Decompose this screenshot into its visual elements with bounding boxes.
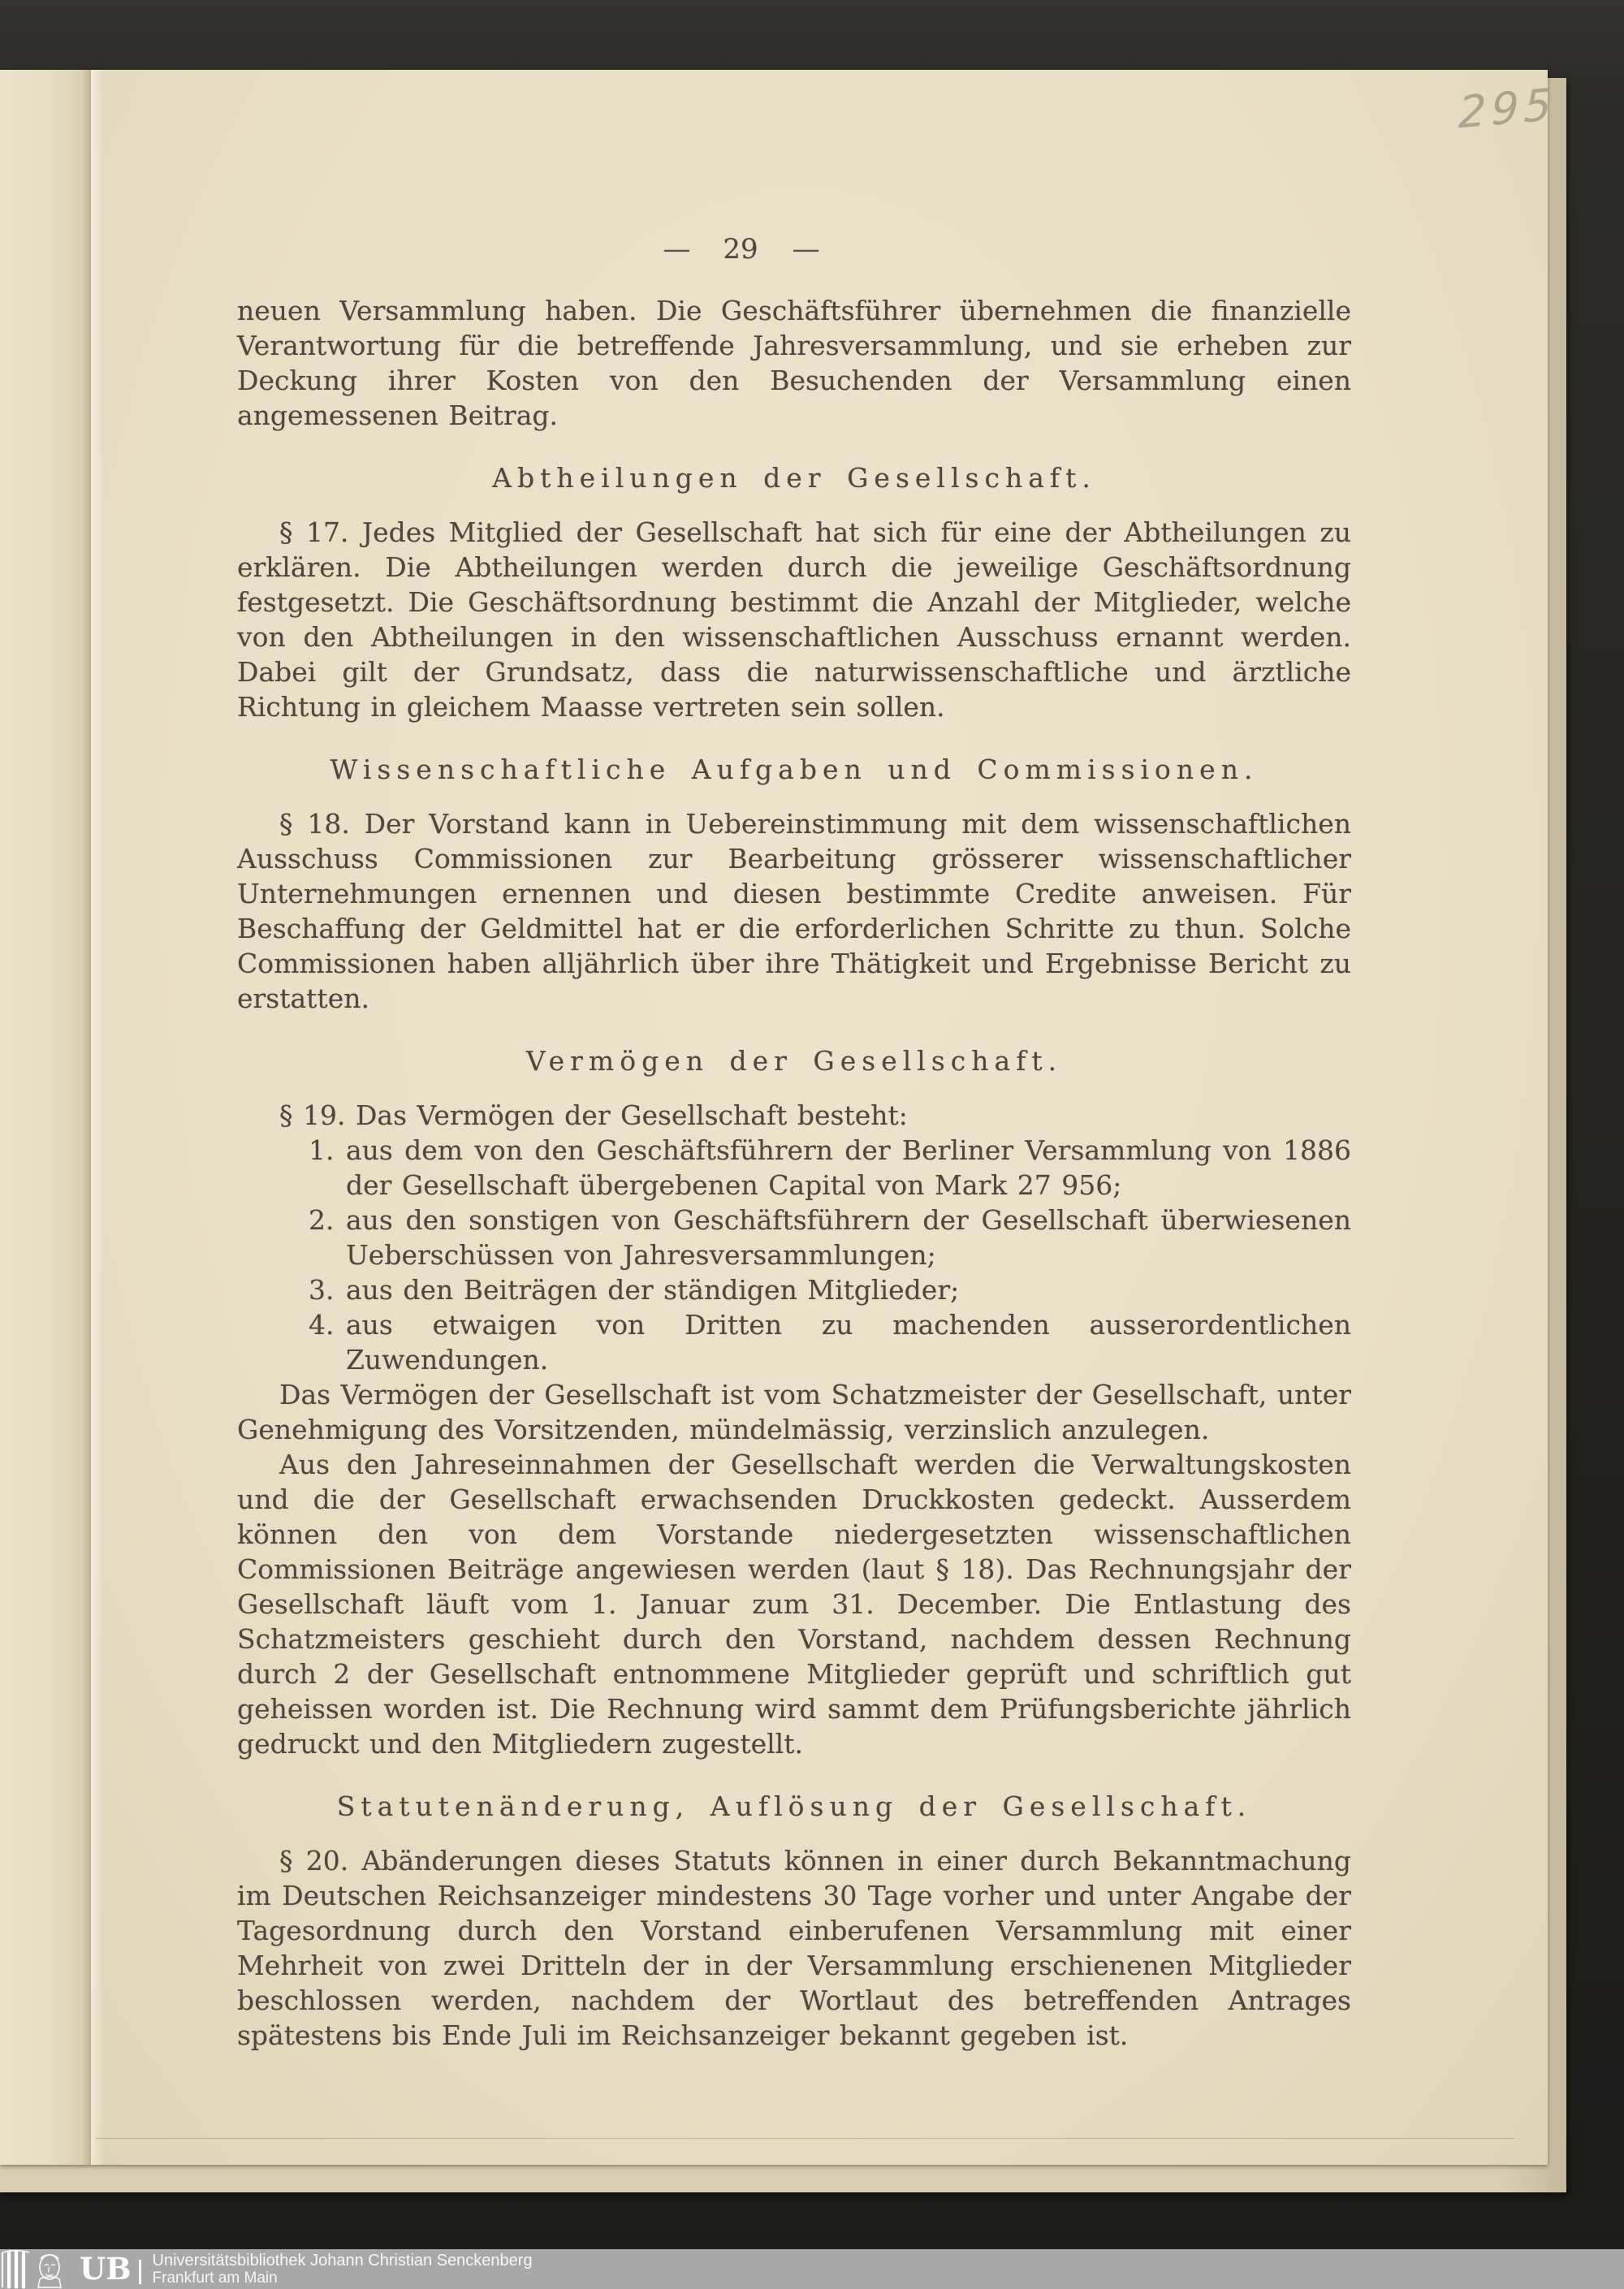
list-item-text: aus dem von den Geschäftsführern der Berliner Versammlung von 1886 der Gesellschaft übergebenen Capital von Mark 27 956;: [346, 1134, 1351, 1201]
logo-separator: [139, 2260, 141, 2284]
handwritten-folio-number: 295: [1458, 78, 1557, 139]
continuation-paragraph: neuen Versammlung haben. Die Geschäftsführer übernehmen die finanzielle Verantwortung für die betreffende Jahresversammlung, und sie erheben zur Deckung ihrer Kosten von den Besuchenden der Versammlung einen angemessenen Beitrag.: [237, 295, 1351, 431]
paragraph-vermoegen-anlage: Das Vermögen der Gesellschaft ist vom Schatzmeister der Gesellschaft, unter Genehmigung des Vorsitzenden, mündelmässig, verzinslich anzulegen.: [237, 1379, 1351, 1445]
page-number-row: [184, 232, 1298, 267]
page-number-dash-right: —: [792, 233, 818, 266]
paragraph-section-18: § 18. Der Vorstand kann in Uebereinstimmung mit dem wissenschaftlichen Ausschuss Commissionen zur Bearbeitung grösserer wissenschaftlicher Unternehmungen ernennen und diesen bestimmte Credite anweisen. Für Beschaffung der Geldmittel hat er die erforderlichen Schritte zu thun. Solche Commissionen haben alljährlich über ihre Thätigkeit und Ergebnisse Bericht zu erstatten.: [237, 808, 1351, 1014]
list-item-number: 1.: [309, 1134, 335, 1166]
list-item-text: aus den sonstigen von Geschäftsführern der Gesellschaft überwiesenen Ueberschüssen von Jahresversammlungen;: [346, 1204, 1351, 1271]
list-item-number: 4.: [309, 1309, 335, 1341]
ub-logo-text: UB: [80, 2251, 132, 2287]
section-heading-aufgaben-commissionen: Wissenschaftliche Aufgaben und Commissionen.: [330, 754, 1259, 785]
paragraph-section-19-lead: § 19. Das Vermögen der Gesellschaft besteht:: [279, 1099, 908, 1131]
page-text-block: [237, 70, 1351, 2053]
list-item-number: 3.: [309, 1274, 335, 1306]
paragraph-jahreseinnahmen: Aus den Jahreseinnahmen der Gesellschaft werden die Verwaltungskosten und die der Gesellschaft erwachsenden Druckkosten gedeckt. Ausserdem können den von dem Vorstande niedergesetzten wissenschaftlichen Commissionen Beiträge angewiesen werden (laut § 18). Das Rechnungsjahr der Gesellschaft läuft vom 1. Januar zum 31. December. Die Entlastung des Schatzmeisters geschieht durch den Vorstand, nachdem dessen Rechnung durch 2 der Gesellschaft entnommene Mitglieder geprüft und schriftlich gut geheissen worden ist. Die Rechnung wird sammt dem Prüfungsberichte jährlich gedruckt und den Mitgliedern zugestellt.: [237, 1449, 1351, 1760]
section-heading-vermoegen: Vermögen der Gesellschaft.: [525, 1045, 1063, 1077]
paragraph-section-17: § 17. Jedes Mitglied der Gesellschaft hat sich für eine der Abtheilungen zu erklären. Die Abtheilungen werden durch die jeweilige Geschäftsordnung festgesetzt. Die Geschäftsordnung bestimmt die Anzahl der Mitglieder, welche von den Abtheilungen in den wissenschaftlichen Ausschuss ernannt werden. Dabei gilt der Grundsatz, dass die naturwissenschaftliche und ärztliche Richtung in gleichem Maasse vertreten sein sollen.: [237, 516, 1351, 723]
page-number-dash-left: —: [663, 233, 689, 266]
list-item-number: 2.: [309, 1204, 335, 1236]
library-name: Universitätsbibliothek Johann Christian Senckenberg: [152, 2251, 533, 2270]
assets-list: [237, 1133, 1351, 1377]
library-city: Frankfurt am Main: [152, 2269, 278, 2287]
page-number: 29: [723, 233, 758, 266]
section-heading-abtheilungen: Abtheilungen der Gesellschaft.: [492, 462, 1096, 494]
bottom-crease-line: [96, 2138, 1515, 2139]
library-caption: [153, 2252, 533, 2287]
book-page: [0, 70, 1557, 2165]
list-item: [237, 1133, 1351, 1203]
section-heading-statutenaenderung: Statutenänderung, Auflösung der Gesellschaft.: [336, 1790, 1252, 1822]
ub-logo: [0, 2249, 141, 2289]
paragraph-section-20: § 20. Abänderungen dieses Statuts können in einer durch Bekanntmachung im Deutschen Reichsanzeiger mindestens 30 Tage vorher und unter Angabe der Tagesordnung durch den Vorstand einberufenen Versammlung mit einer Mehrheit von zwei Dritteln der in der Versammlung erschienenen Mitglieder beschlossen werden, nachdem der Wortlaut des betreffenden Antrages spätestens bis Ende Juli im Reichsanzeiger bekannt gegeben ist.: [237, 1845, 1351, 2051]
list-item-text: aus den Beiträgen der ständigen Mitglieder;: [346, 1274, 960, 1306]
books-and-portrait-icon: [0, 2249, 78, 2289]
list-item: [237, 1272, 1351, 1307]
library-footer-bar: [0, 2249, 1624, 2289]
page-gutter-fold: [0, 70, 91, 2165]
list-item: [237, 1203, 1351, 1272]
list-item: [237, 1307, 1351, 1377]
list-item-text: aus etwaigen von Dritten zu machenden ausserordentlichen Zuwendungen.: [346, 1309, 1351, 1376]
